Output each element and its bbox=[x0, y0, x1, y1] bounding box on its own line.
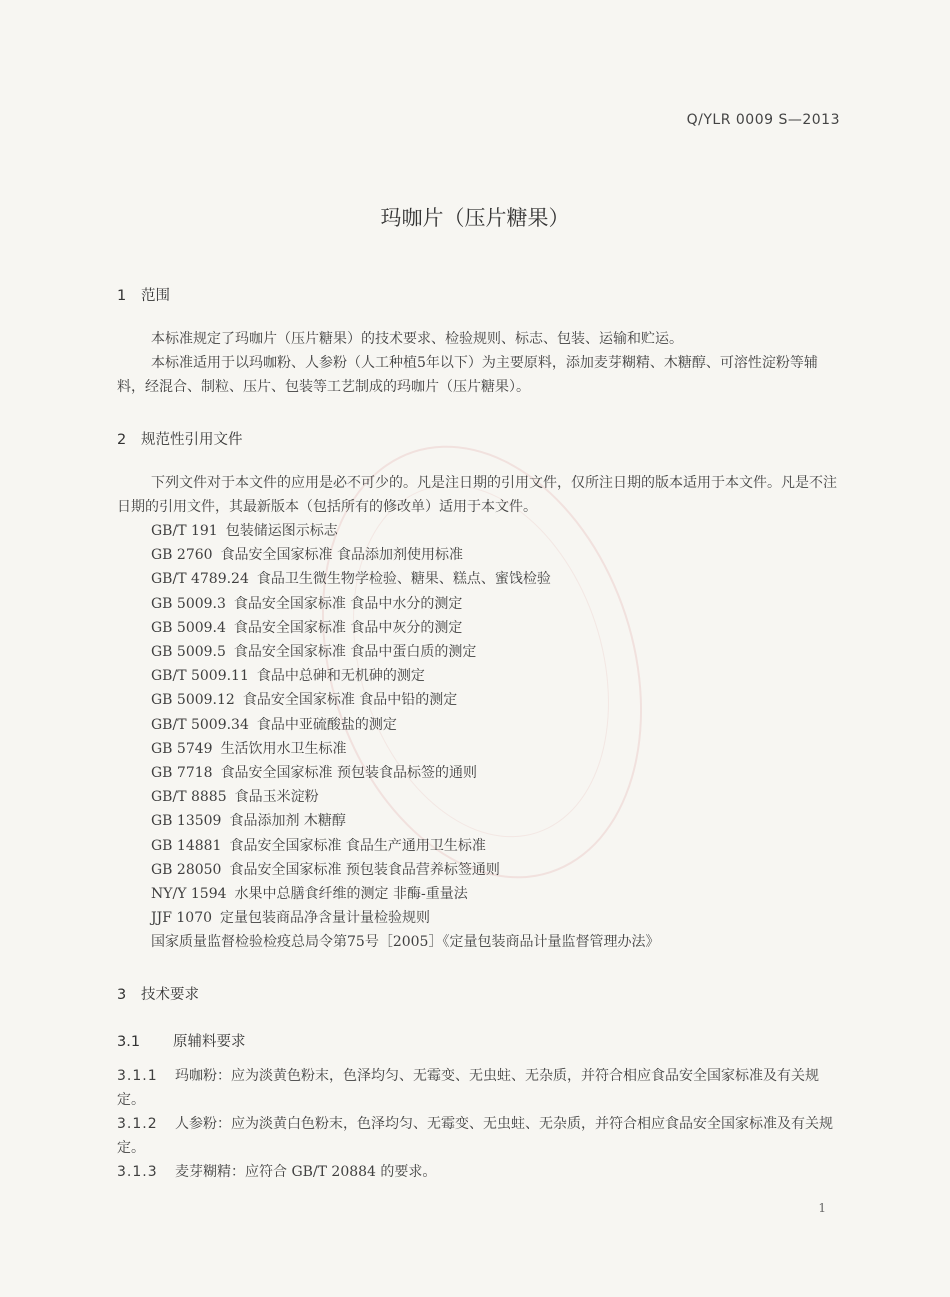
section-title: 技术要求 bbox=[141, 987, 199, 1003]
section-1-paragraph-2: 本标准适用于以玛咖粉、人参粉（人工种植5年以下）为主要原料，添加麦芽糊精、木糖醇、可溶性淀粉等辅料，经混合、制粒、压片、包装等工艺制成的玛咖片（压片糖果）。 bbox=[117, 355, 818, 395]
reference-code: GB/T 5009.34 bbox=[151, 716, 249, 733]
reference-code: GB/T 8885 bbox=[151, 789, 227, 806]
clause-number: 3.1.2 bbox=[117, 1116, 158, 1132]
section-number: 3 bbox=[117, 987, 127, 1003]
reference-name: 食品安全国家标准 预包装食品营养标签通则 bbox=[229, 861, 500, 878]
reference-item bbox=[151, 809, 659, 833]
reference-code: JJF 1070 bbox=[151, 910, 213, 927]
document-number: Q/YLR 0009 S—2013 bbox=[686, 112, 840, 128]
reference-code: GB 14881 bbox=[151, 837, 222, 854]
reference-item bbox=[151, 592, 659, 616]
reference-name: 食品安全国家标准 食品添加剂使用标准 bbox=[220, 547, 464, 564]
reference-item bbox=[151, 785, 659, 809]
reference-name: 水果中总膳食纤维的测定 非酶-重量法 bbox=[234, 886, 468, 903]
section-1-heading bbox=[117, 284, 170, 305]
reference-code: GB 28050 bbox=[151, 861, 222, 878]
reference-name: 食品安全国家标准 预包装食品标签的通则 bbox=[220, 765, 478, 782]
subsection-3-1-heading bbox=[117, 1030, 246, 1051]
reference-name: 食品中亚硫酸盐的测定 bbox=[256, 716, 397, 733]
page-title: 玛咖片（压片糖果） bbox=[380, 206, 570, 230]
reference-name: 食品安全国家标准 食品生产通用卫生标准 bbox=[229, 837, 486, 854]
reference-code: GB 5749 bbox=[151, 740, 213, 757]
clause-text: 人参粉：应为淡黄白色粉末，色泽均匀、无霉变、无虫蛀、无杂质，并符合相应食品安全国家标准及有关规定。 bbox=[117, 1116, 833, 1156]
reference-item bbox=[151, 713, 659, 737]
reference-item bbox=[151, 543, 659, 567]
reference-code: GB/T 191 bbox=[151, 523, 218, 539]
section-title: 规范性引用文件 bbox=[141, 432, 243, 448]
reference-name: 定量包装商品净含量计量检验规则 bbox=[220, 910, 431, 927]
clause-text: 玛咖粉：应为淡黄色粉末，色泽均匀、无霉变、无虫蛀、无杂质，并符合相应食品安全国家标准及有关规定。 bbox=[117, 1068, 819, 1108]
reference-code: GB 13509 bbox=[151, 813, 222, 830]
reference-name: 包装储运图示标志 bbox=[225, 523, 338, 539]
reference-code: 国家质量监督检验检疫总局令第75号 bbox=[151, 934, 379, 951]
reference-item bbox=[151, 761, 659, 785]
reference-code: GB/T 5009.11 bbox=[151, 668, 249, 685]
reference-code: GB 5009.12 bbox=[151, 692, 235, 709]
reference-item bbox=[151, 567, 659, 591]
reference-name: ［2005］《定量包装商品计量监督管理办法》 bbox=[378, 934, 660, 951]
reference-item bbox=[151, 664, 659, 688]
reference-name: 生活饮用水卫生标准 bbox=[220, 740, 347, 757]
reference-item bbox=[151, 688, 659, 712]
reference-name: 食品中总砷和无机砷的测定 bbox=[256, 668, 425, 685]
clause-3-1-1 bbox=[117, 1064, 843, 1112]
reference-item bbox=[151, 640, 659, 664]
clause-number: 3.1.1 bbox=[117, 1068, 158, 1084]
reference-name: 食品卫生微生物学检验、糖果、糕点、蜜饯检验 bbox=[256, 571, 551, 588]
section-1-paragraph-1: 本标准规定了玛咖片（压片糖果）的技术要求、检验规则、标志、包装、运输和贮运。 bbox=[151, 331, 683, 347]
reference-code: GB 2760 bbox=[151, 547, 213, 564]
section-3-heading bbox=[117, 983, 199, 1004]
clause-number: 3.1.3 bbox=[117, 1164, 158, 1180]
reference-name: 食品安全国家标准 食品中铅的测定 bbox=[242, 692, 458, 709]
reference-name: 食品安全国家标准 食品中蛋白质的测定 bbox=[233, 644, 477, 661]
page-number: 1 bbox=[818, 1201, 826, 1215]
section-title: 范围 bbox=[141, 288, 170, 304]
section-2-heading bbox=[117, 428, 243, 449]
reference-item bbox=[151, 882, 659, 906]
section-2-intro: 下列文件对于本文件的应用是必不可少的。凡是注日期的引用文件，仅所注日期的版本适用于本文件。凡是不注日期的引用文件，其最新版本（包括所有的修改单）适用于本文件。 bbox=[117, 475, 837, 515]
reference-code: GB 5009.4 bbox=[151, 619, 226, 636]
reference-list bbox=[151, 519, 659, 955]
reference-name: 食品玉米淀粉 bbox=[234, 789, 319, 806]
reference-item bbox=[151, 906, 659, 930]
clause-3-1-3 bbox=[117, 1160, 843, 1184]
clause-text: 麦芽糊精：应符合 GB/T 20884 的要求。 bbox=[175, 1164, 437, 1180]
section-number: 2 bbox=[117, 432, 127, 448]
subsection-title: 原辅料要求 bbox=[173, 1034, 246, 1050]
reference-item bbox=[151, 519, 659, 543]
subsection-number: 3.1 bbox=[117, 1034, 141, 1050]
clause-3-1-2 bbox=[117, 1112, 843, 1160]
reference-name: 食品安全国家标准 食品中灰分的测定 bbox=[233, 619, 463, 636]
reference-item bbox=[151, 930, 659, 954]
reference-name: 食品安全国家标准 食品中水分的测定 bbox=[233, 595, 463, 612]
reference-name: 食品添加剂 木糖醇 bbox=[229, 813, 346, 830]
reference-code: NY/Y 1594 bbox=[151, 886, 227, 903]
reference-code: GB 7718 bbox=[151, 765, 213, 782]
section-number: 1 bbox=[117, 288, 127, 304]
reference-code: GB 5009.3 bbox=[151, 595, 226, 612]
reference-item bbox=[151, 616, 659, 640]
reference-item bbox=[151, 834, 659, 858]
reference-item bbox=[151, 858, 659, 882]
reference-code: GB 5009.5 bbox=[151, 644, 226, 661]
reference-item bbox=[151, 737, 659, 761]
reference-code: GB/T 4789.24 bbox=[151, 571, 249, 588]
